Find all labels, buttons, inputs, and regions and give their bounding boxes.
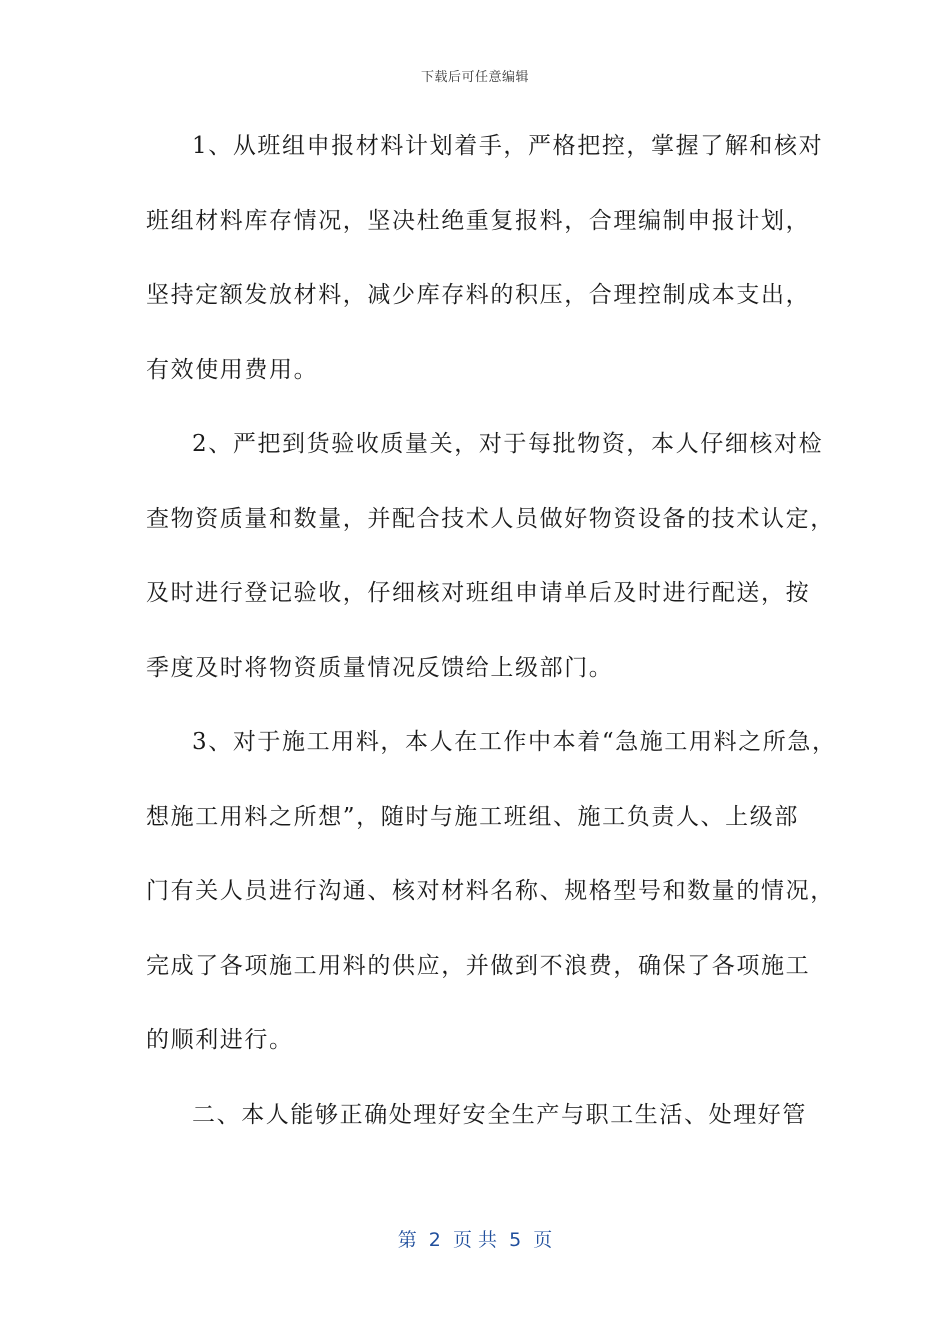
body-line: 的顺利进行。: [146, 1027, 294, 1053]
body-line: 班组材料库存情况，坚决杜绝重复报料，合理编制申报计划，: [146, 207, 811, 234]
body-line: 及时进行登记验收，仔细核对班组申请单后及时进行配送，按: [146, 580, 811, 606]
body-line: 想施工用料之所想”，随时与施工班组、施工负责人、上级部: [146, 803, 799, 830]
body-line: 完成了各项施工用料的供应，并做到不浪费，确保了各项施工: [146, 952, 811, 979]
document-body: [146, 118, 837, 1161]
body-line: 2、严把到货验收质量关，对于每批物资，本人仔细核对检: [192, 431, 824, 457]
body-line: 查物资质量和数量，并配合技术人员做好物资设备的技术认定，: [146, 505, 835, 532]
body-line: 门有关人员进行沟通、核对材料名称、规格型号和数量的情况，: [146, 878, 835, 904]
body-line: 二、本人能够正确处理好安全生产与职工生活、处理好管: [192, 1101, 807, 1128]
body-line: 3、对于施工用料，本人在工作中本着“急施工用料之所急，: [192, 729, 837, 755]
body-line: 1、从班组申报材料计划着手，严格把控，掌握了解和核对: [192, 133, 824, 159]
body-line: 季度及时将物资质量情况反馈给上级部门。: [146, 654, 614, 681]
body-line: 有效使用费用。: [146, 356, 319, 383]
header-note: 下载后可任意编辑: [420, 70, 529, 85]
page-number: 第 2 页 共 5 页: [397, 1229, 553, 1251]
body-line: 坚持定额发放材料，减少库存料的积压，合理控制成本支出，: [146, 282, 811, 308]
